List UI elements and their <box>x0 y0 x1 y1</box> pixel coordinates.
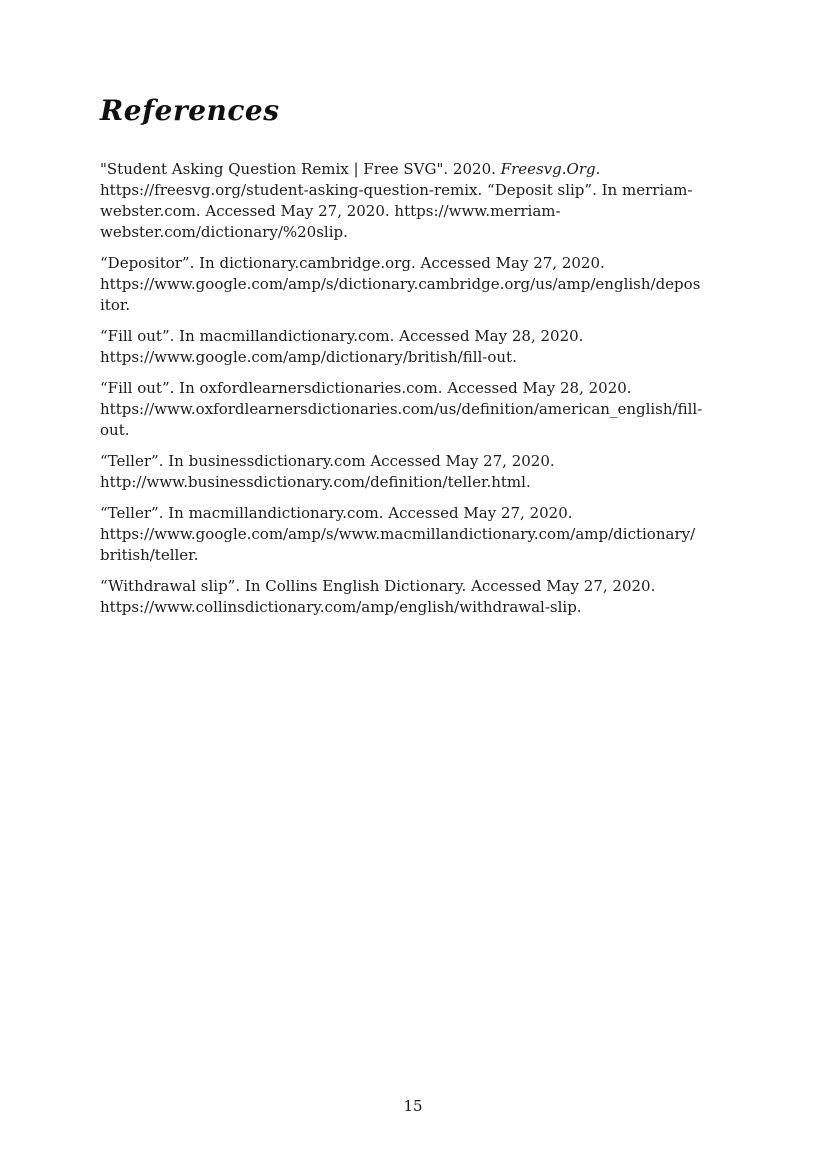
page-title: References <box>100 94 280 127</box>
reference-line: “Withdrawal slip”. In Collins English Dictionary. Accessed May 27, 2020. <box>100 577 656 595</box>
reference-line: out. <box>100 421 130 439</box>
page-number-footer: 15 <box>403 1097 423 1115</box>
reference-entry <box>100 451 745 493</box>
reference-line: https://www.google.com/amp/s/www.macmillandictionary.com/amp/dictionary/ <box>100 525 696 543</box>
reference-line: “Fill out”. In macmillandictionary.com. Accessed May 28, 2020. <box>100 327 584 345</box>
reference-entry <box>100 159 745 243</box>
reference-line: http://www.businessdictionary.com/definition/teller.html. <box>100 473 531 491</box>
reference-entry <box>100 503 745 566</box>
reference-line: “Teller”. In businessdictionary.com Accessed May 27, 2020. <box>100 452 555 470</box>
reference-line: “Depositor”. In dictionary.cambridge.org. Accessed May 27, 2020. <box>100 254 605 272</box>
references-section <box>100 94 745 628</box>
reference-line: https://www.collinsdictionary.com/amp/english/withdrawal-slip. <box>100 598 582 616</box>
reference-entry <box>100 253 745 316</box>
reference-line: https://www.oxfordlearnersdictionaries.com/us/definition/american_english/fill- <box>100 400 703 418</box>
reference-entry <box>100 326 745 368</box>
reference-line: webster.com. Accessed May 27, 2020. https://www.merriam- <box>100 202 561 220</box>
reference-line: https://www.google.com/amp/s/dictionary.cambridge.org/us/amp/english/depos <box>100 275 701 293</box>
references-list <box>100 159 745 618</box>
reference-line: "Student Asking Question Remix | Free SVG". 2020. Freesvg.Org. <box>100 160 601 178</box>
reference-line: https://freesvg.org/student-asking-question-remix. “Deposit slip”. In merriam- <box>100 181 693 199</box>
reference-line: “Teller”. In macmillandictionary.com. Accessed May 27, 2020. <box>100 504 573 522</box>
reference-line: british/teller. <box>100 546 199 564</box>
reference-entry <box>100 576 745 618</box>
reference-line: https://www.google.com/amp/dictionary/british/fill-out. <box>100 348 517 366</box>
reference-line: webster.com/dictionary/%20slip. <box>100 223 348 241</box>
italicized-source-name: Freesvg.Org <box>500 160 596 178</box>
reference-entry <box>100 378 745 441</box>
reference-line: itor. <box>100 296 131 314</box>
reference-line: “Fill out”. In oxfordlearnersdictionaries.com. Accessed May 28, 2020. <box>100 379 632 397</box>
